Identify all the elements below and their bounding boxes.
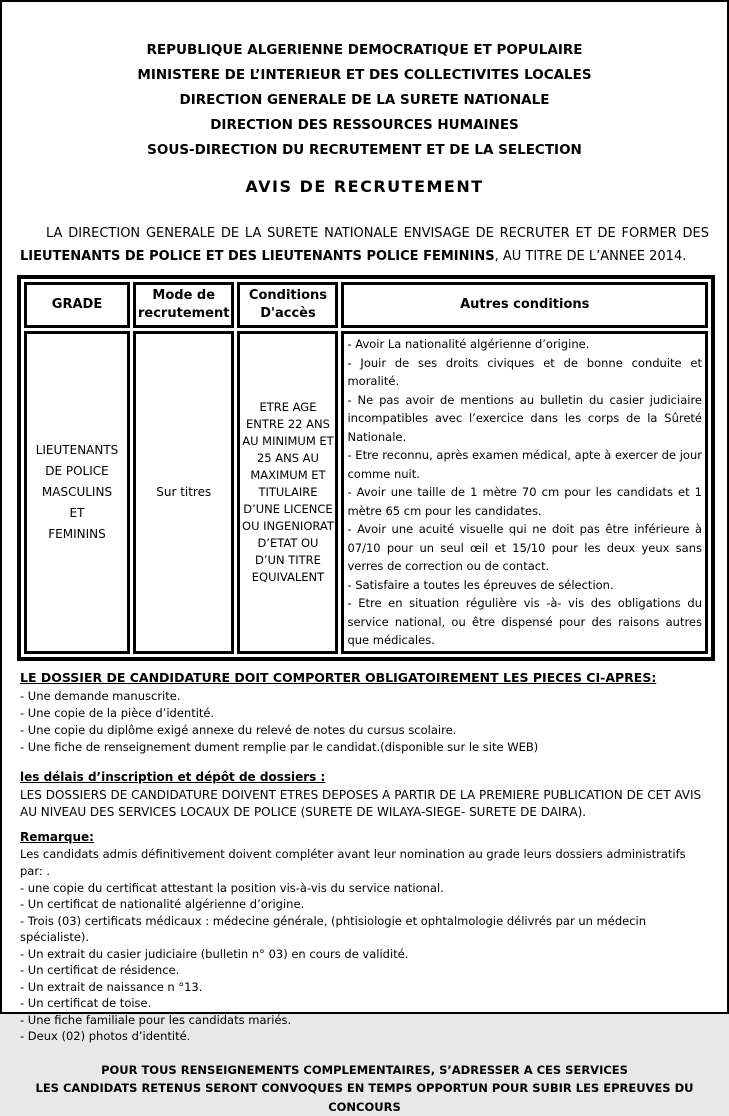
remarque-item: - Trois (03) certificats médicaux : médecine générale, (phtisiologie et ophtalmologie délivrés par un médecin spécialiste). [20,913,709,946]
remarque-item: - Un extrait du casier judiciaire (bulletin n° 03) en cours de validité. [20,946,709,963]
dossier-list [20,688,709,756]
table-row [24,331,708,654]
remarque-item: - Un certificat de toise. [20,995,709,1012]
letterhead-line: SOUS-DIRECTION DU RECRUTEMENT ET DE LA SELECTION [2,138,727,163]
condition-item: - Etre en situation régulière vis -à- vis des obligations du service national, ou être dispensé pour des raisons autres que médicales. [347,594,702,650]
dossier-item: - Une copie du diplôme exigé annexe du relevé de notes du cursus scolaire. [20,722,709,739]
remarque-item: - Un certificat de nationalité algérienne d’origine. [20,896,709,913]
letterhead-line: DIRECTION DES RESSOURCES HUMAINES [2,113,727,138]
remarque-item: - une copie du certificat attestant la position vis-à-vis du service national. [20,880,709,897]
condition-item: - Avoir une acuité visuelle qui ne doit pas être inférieure à 07/10 pour un seul œil et 15/10 pour les deux yeux sans verres de correction ou de contact. [347,520,702,576]
section-remarque [20,830,709,1045]
remarque-item: - Une fiche familiale pour les candidats mariés. [20,1012,709,1029]
intro-text-end: , AU TITRE DE L’ANNEE 2014. [495,249,687,264]
grade-line: MASCULINS [27,482,127,503]
cell-autres-conditions [341,331,708,654]
remarque-list [20,880,709,1045]
footer-line-2: LES CANDIDATS RETENUS SERONT CONVOQUES EN TEMPS OPPORTUN POUR SUBIR LES EPREUVES DU CONCOURS [2,1079,727,1116]
letterhead-line: MINISTERE DE L’INTERIEUR ET DES COLLECTIVITES LOCALES [2,63,727,88]
letterhead-line: DIRECTION GENERALE DE LA SURETE NATIONALE [2,88,727,113]
cell-conditions-acces: ETRE AGE ENTRE 22 ANS AU MINIMUM ET 25 ANS AU MAXIMUM ET TITULAIRE D’UNE LICENCE OU INGENIORAT D’ETAT OU D’UN TITRE EQUIVALENT [237,331,338,654]
condition-item: - Ne pas avoir de mentions au bulletin du casier judiciaire incompatibles avec l’exercice dans les corps de la Sûreté Nationale. [347,391,702,447]
remarque-heading: Remarque: [20,830,709,844]
dossier-heading: LE DOSSIER DE CANDIDATURE DOIT COMPORTER OBLIGATOIREMENT LES PIECES CI-APRES: [20,670,709,685]
footer-notice [2,1061,727,1116]
dossier-item: - Une fiche de renseignement dument remplie par le candidat.(disponible sur le site WEB) [20,739,709,756]
section-dossier [20,670,709,756]
column-header-mode: Mode de recrutement [133,282,234,328]
intro-paragraph [20,222,709,268]
grade-line: ET [27,503,127,524]
condition-item: - Satisfaire a toutes les épreuves de sélection. [347,576,702,595]
section-delais [20,770,709,821]
remarque-intro: Les candidats admis définitivement doivent compléter avant leur nomination au grade leurs dossiers administratifs par: . [20,846,709,880]
condition-item: - Jouir de ses droits civiques et de bonne conduite et moralité. [347,354,702,391]
grade-line: LIEUTENANTS [27,440,127,461]
cell-mode-recrutement: Sur titres [133,331,234,654]
condition-item: - Etre reconnu, après examen médical, apte à exercer de jour comme nuit. [347,446,702,483]
grade-line: FEMININS [27,524,127,545]
footer-line-1: POUR TOUS RENSEIGNEMENTS COMPLEMENTAIRES, S’ADRESSER A CES SERVICES [2,1061,727,1080]
remarque-item: - Un extrait de naissance n °13. [20,979,709,996]
cell-grade [24,331,130,654]
table-header-row [24,282,708,328]
delais-heading: les délais d’inscription et dépôt de dossiers : [20,770,709,784]
column-header-conditions: Conditions D'accès [237,282,338,328]
intro-text-start: LA DIRECTION GENERALE DE LA SURETE NATIONALE ENVISAGE DE RECRUTER ET DE FORMER DES [46,226,709,241]
dossier-item: - Une copie de la pièce d’identité. [20,705,709,722]
column-header-autres: Autres conditions [341,282,708,328]
letterhead [2,38,727,163]
condition-item: - Avoir La nationalité algérienne d’origine. [347,335,702,354]
column-header-grade: GRADE [24,282,130,328]
condition-item: - Avoir une taille de 1 mètre 70 cm pour les candidats et 1 mètre 65 cm pour les candidates. [347,483,702,520]
remarque-item: - Deux (02) photos d’identité. [20,1028,709,1045]
letterhead-line: REPUBLIQUE ALGERIENNE DEMOCRATIQUE ET POPULAIRE [2,38,727,63]
delais-body: LES DOSSIERS DE CANDIDATURE DOIVENT ETRES DEPOSES A PARTIR DE LA PREMIERE PUBLICATION DE CET AVIS AU NIVEAU DES SERVICES LOCAUX DE POLICE (SURETE DE WILAYA-SIEGE- SURETE DE DAIRA). [20,787,709,821]
recruitment-conditions-table [17,275,715,661]
dossier-item: - Une demande manuscrite. [20,688,709,705]
remarque-item: - Un certificat de résidence. [20,962,709,979]
grade-line: DE POLICE [27,461,127,482]
intro-text-bold: LIEUTENANTS DE POLICE ET DES LIEUTENANTS POLICE FEMININS [20,249,495,264]
document-title: AVIS DE RECRUTEMENT [2,177,727,196]
